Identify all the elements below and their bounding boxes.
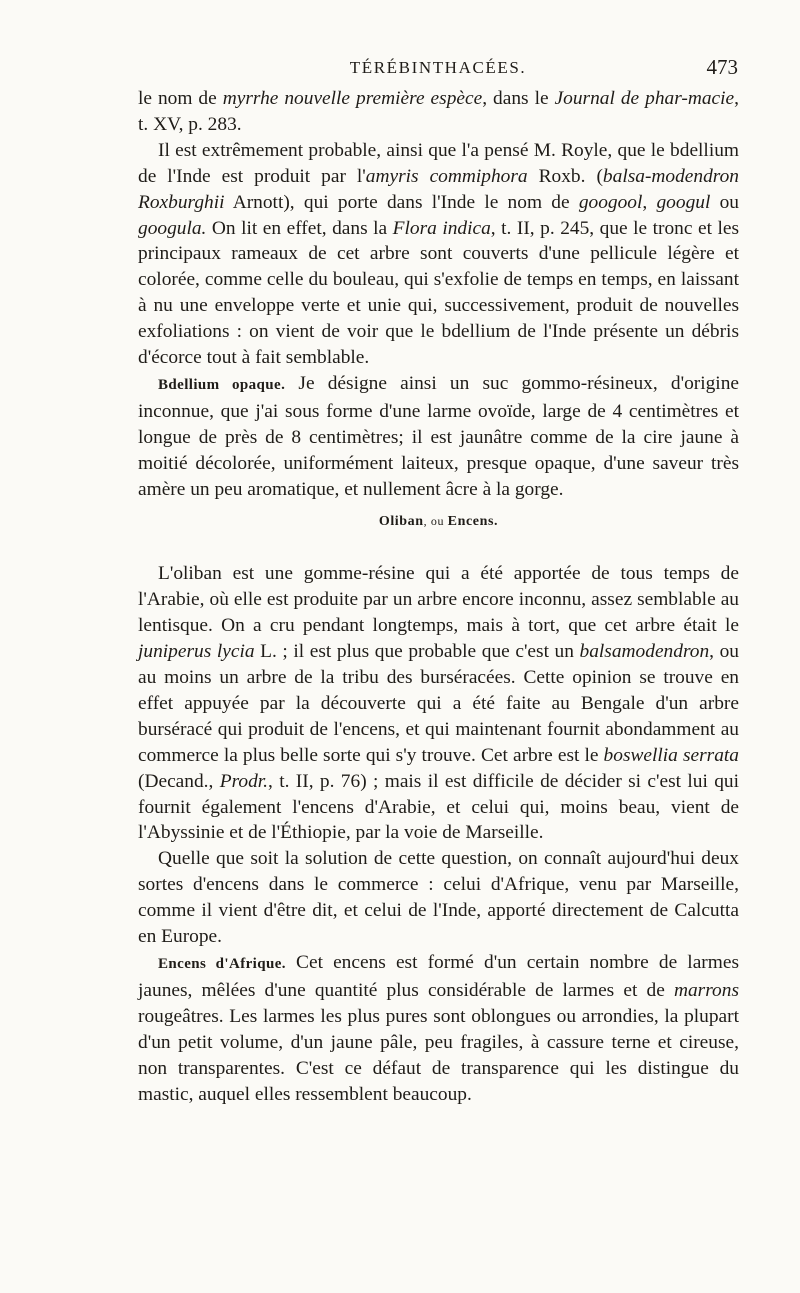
paragraph-deux-sortes [138,846,739,950]
italic-run: Prodr. [219,770,269,792]
run-in-heading: Encens d'Afrique. [158,956,286,972]
text-run: Cet encens est formé d'un certain nombre de larmes jaunes, mêlées d'une quantité plus considérable de larmes et de [138,952,739,1001]
paragraph-bdellium-opaque [138,371,739,503]
text-run: On lit en effet, dans la [206,217,393,239]
italic-run: amyris commiphora [365,165,528,187]
italic-run: juniperus lycia [138,641,255,663]
italic-run: myrrhe nouvelle première espèce [222,88,483,109]
paragraph-bdellium-inde [138,138,739,371]
text-run: (Decand., [138,770,220,792]
run-in-heading: Bdellium opaque. [158,376,286,393]
page-body [138,86,739,1107]
text-run: Arnott), qui porte dans l'Inde le nom de [224,191,579,213]
section-title-conjunction: , ou [423,513,448,528]
italic-run: googul [656,191,711,213]
section-title [138,509,739,535]
text-run: Quelle que soit la solution de cette question, on connaît aujourd'hui deux sortes d'encens dans le commerce : celui d'Afrique, venu par Marseille, comme il vient d'être dit, et celui de l'Inde, apporté directement de Calcutta en Europe. [138,848,739,948]
text-run: Il est extrêmement probable, ainsi que l'a pensé M. Royle, que le bdellium de l'Inde est produit par l' [138,139,739,187]
italic-run: boswellia serrata [603,744,739,766]
italic-run: Flora indica [392,217,491,239]
italic-run: googool [578,191,643,213]
italic-run: googula. [138,217,207,239]
text-run: ou [710,191,739,213]
italic-run: Journal de phar-macie [554,88,735,109]
section-title-alt: Encens. [447,513,499,529]
text-run: , dans le [482,88,555,109]
italic-run: marrons [673,979,739,1001]
text-run: , t. XV, p. 283. [138,88,739,135]
italic-run: balsa-modendron Roxburghii [138,165,740,213]
text-run: , ou au moins un arbre de la tribu des burséracées. Cette opinion se trouve en effet appuyée par la découverte qui a été faite au Bengale d'un arbre burséracé qui produit de l'encens, et qui maintenant fournit abondamment au commerce la plus belle sorte qui s'y trouve. Cet arbre est le [138,641,739,766]
text-run: , t. II, p. 245, que le tronc et les principaux rameaux de cet arbre sont couverts d'une pellicule légère et colorée, comme celle du bouleau, qui s'exfolie de temps en temps, en laissant à nu une enveloppe verte et unie qui, successivement, produit de nouvelles exfoliations : on vient de voir que le bdellium de l'Inde présente un débris d'écorce tout à fait semblable. [138,217,739,369]
paragraph-encens-afrique [138,950,739,1107]
text-run: Roxb. ( [527,165,603,187]
page-header [138,55,738,84]
running-title: TÉRÉBINTHACÉES. [349,58,527,77]
text-run: le nom de [138,88,223,109]
paragraph-continuation [138,86,739,138]
text-run: L. ; il est plus que probable que c'est un [254,641,580,663]
text-run: L'oliban est une gomme-résine qui a été apportée de tous temps de l'Arabie, où elle est produite par un arbre encore inconnu, assez semblable au lentisque. On a cru pendant longtemps, mais à tort, que cet arbre était le [138,563,739,637]
text-run: Je désigne ainsi un suc gommo-résineux, d'origine inconnue, que j'ai sous forme d'une larme ovoïde, large de 4 centimètres et longue de près de 8 centimètres; il est jaunâtre comme de la cire jaune à moitié décolorée, uniformément laiteux, presque opaque, d'une saveur très amère un peu aromatique, et nullement âcre à la gorge. [138,372,739,500]
text-run: rougeâtres. Les larmes les plus pures sont oblongues ou arrondies, la plupart d'un petit volume, d'un jaune pâle, peu fragiles, à cassure terne et cireuse, non transparentes. C'est ce défaut de transparence qui les distingue du mastic, auquel elles ressemblent beaucoup. [138,1005,739,1105]
paragraph-oliban [138,561,739,846]
italic-run: balsamodendron [579,641,710,663]
section-title-main: Oliban [378,513,424,529]
text-run: , t. II, p. 76) ; mais il est difficile de décider si c'est lui qui fournit également l'encens d'Arabie, et celui qui, moins beau, vient de l'Abyssinie et de l'Éthiopie, par la voie de Marseille. [138,770,739,844]
text-run: , [642,191,657,213]
page-number: 473 [706,55,738,79]
